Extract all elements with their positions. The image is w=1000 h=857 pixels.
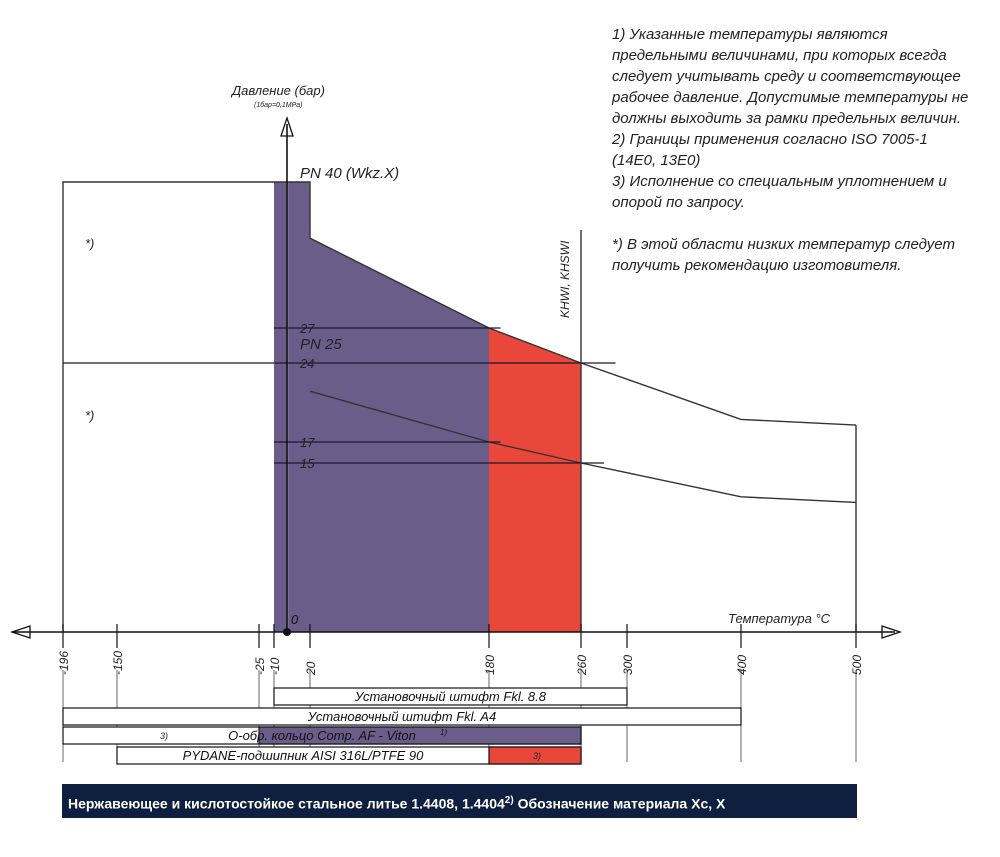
note-star: *) В этой области низких температур следует получить рекомендацию изготовителя. [612,236,960,274]
x-tick-label-260: 260 [575,654,589,675]
y-tick-label-15: 15 [300,456,315,471]
star-note-upper: *) [85,236,95,251]
x-tick-label-500: 500 [850,654,864,675]
footer-main: Нержавеющее и кислотостойкое стальное литье 1.4408, 1.4404 [68,795,505,812]
series-label-pn40: PN 40 (Wkz.X) [300,165,400,182]
range-label-3: PYDANE-подшипник AISI 316L/PTFE 90 [182,748,424,763]
x-axis-label: Температура °C [728,611,831,626]
range-sup-2: 1) [440,728,448,737]
origin-dot [283,628,291,636]
range-red-note-3: 3) [533,751,542,761]
x-tick-label--10: -10 [268,657,282,675]
range-label-0: Установочный штифт Fkl. 8.8 [354,689,547,704]
note-1: 1) Указанные температуры являются предельными величинами, при которых всегда следует учитывать среду и соответствующее рабочее давление. Допустимые температуры не должны выходить за рамки предельных величин. [612,26,973,127]
x-tick-label--196: -196 [57,650,71,675]
note-3: 3) Исполнение со специальным уплотнением и опорой по запросу. [612,173,951,211]
star-note-lower: *) [85,408,95,423]
red-region [489,328,581,632]
x-tick-label--150: -150 [111,650,125,675]
footer-tail: Обозначение материала Xc, X [513,795,726,812]
y-axis-sublabel: (1бар=0,1МPa) [254,102,303,109]
material-footer [62,784,857,818]
y-tick-label-24: 24 [300,356,315,371]
x-tick-label-300: 300 [621,654,635,675]
footer-sup: 2) [504,795,514,806]
footnotes [612,24,972,276]
x-tick-label-20: 20 [304,661,318,675]
note-2: 2) Границы применения согласно ISO 7005-1 (14E0, 13E0) [612,131,933,169]
y-tick-label-27: 27 [300,321,315,336]
y-axis-label: Давление (бар) [232,83,325,98]
series-label-pn25: PN 25 [300,336,342,353]
purple-region [274,182,489,632]
x-tick-label--25: -25 [253,657,267,675]
range-label-1: Установочный штифт Fkl. A4 [307,709,497,724]
origin-label: 0 [291,612,299,627]
low-temp-frame [63,182,274,632]
x-tick-label-400: 400 [735,654,749,675]
y-tick-label-17: 17 [300,435,315,450]
range-left-note-2: 3) [160,731,169,741]
x-tick-label-180: 180 [483,654,497,675]
khwi-label: KHWI, KHSWI [558,240,572,318]
note-spacer [612,213,972,234]
range-label-2: О-обр. кольцо Comp. AF - Viton [228,728,416,743]
